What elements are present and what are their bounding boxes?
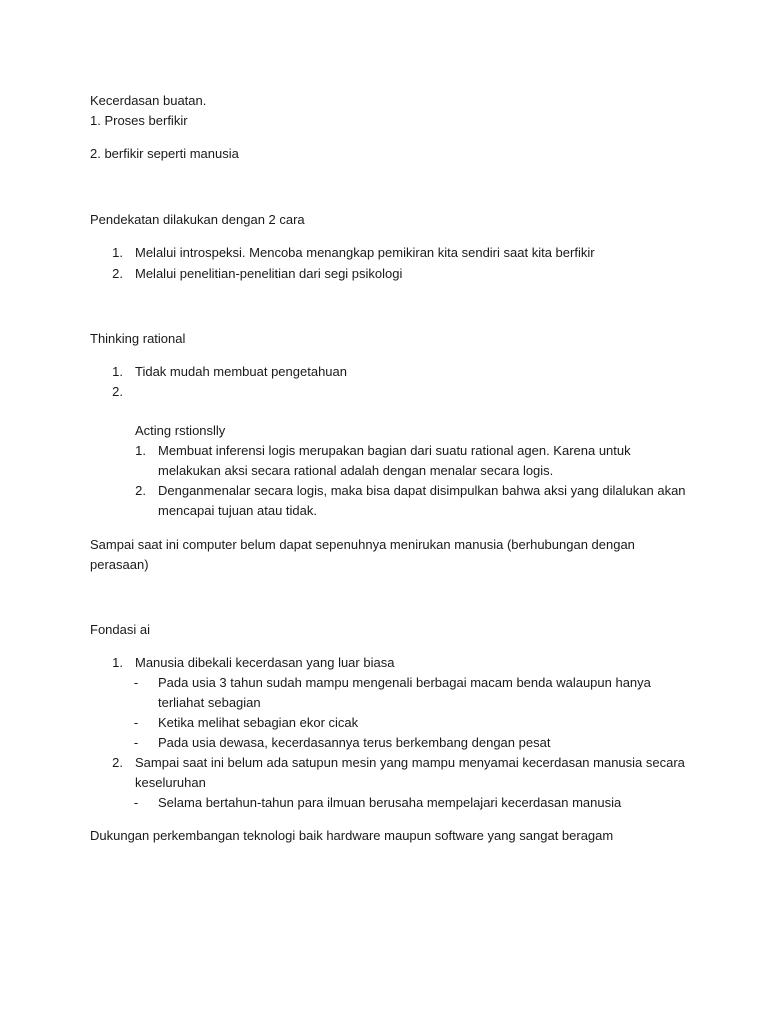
sub-item-line: Pada usia 3 tahun sudah mampu mengenali berbagai macam benda walaupun hanya <box>158 675 651 690</box>
document-heading: Kecerdasan buatan. <box>90 93 207 108</box>
list-number: 2. <box>112 755 123 770</box>
list-number: 1. <box>135 443 146 458</box>
list-item: Tidak mudah membuat pengetahuan <box>135 364 347 379</box>
list-number: 2. <box>112 266 123 281</box>
bullet-dash: - <box>133 735 139 750</box>
list-number: 1. <box>112 655 123 670</box>
list-item-line: melakukan aksi secara rational adalah dengan menalar secara logis. <box>158 463 554 478</box>
sub-item-line: Selama bertahun-tahun para ilmuan berusaha mempelajari kecerdasan manusia <box>158 795 622 810</box>
pendekatan-title: Pendekatan dilakukan dengan 2 cara <box>90 212 305 227</box>
closing-paragraph: Dukungan perkembangan teknologi baik hardware maupun software yang sangat beragam <box>90 828 614 843</box>
point-2: 2. berfikir seperti manusia <box>90 146 239 161</box>
paragraph-line: perasaan) <box>90 557 149 572</box>
list-item-line: keseluruhan <box>135 775 206 790</box>
list-item: Melalui penelitian-penelitian dari segi psikologi <box>135 266 403 281</box>
list-item: Melalui introspeksi. Mencoba menangkap pemikiran kita sendiri saat kita berfikir <box>135 245 595 260</box>
list-number: 2. <box>135 483 146 498</box>
bullet-dash: - <box>133 675 139 690</box>
bullet-dash: - <box>133 795 139 810</box>
list-number: 1. <box>112 245 123 260</box>
list-item-line: Denganmenalar secara logis, maka bisa dapat disimpulkan bahwa aksi yang dilalukan akan <box>158 483 686 498</box>
list-item-line: mencapai tujuan atau tidak. <box>158 503 317 518</box>
point-1: 1. Proses berfikir <box>90 113 188 128</box>
list-item-line: Sampai saat ini belum ada satupun mesin yang mampu menyamai kecerdasan manusia secara <box>135 755 685 770</box>
sub-item-line: terliahat sebagian <box>158 695 261 710</box>
fondasi-title: Fondasi ai <box>90 622 150 637</box>
list-item-line: Membuat inferensi logis merupakan bagian dari suatu rational agen. Karena untuk <box>158 443 631 458</box>
list-item: Manusia dibekali kecerdasan yang luar biasa <box>135 655 395 670</box>
paragraph-line: Sampai saat ini computer belum dapat sepenuhnya menirukan manusia (berhubungan dengan <box>90 537 635 552</box>
acting-title: Acting rstionslly <box>135 423 226 438</box>
sub-item-line: Ketika melihat sebagian ekor cicak <box>158 715 359 730</box>
thinking-title: Thinking rational <box>90 331 186 346</box>
list-number: 1. <box>112 364 123 379</box>
bullet-dash: - <box>133 715 139 730</box>
sub-item-line: Pada usia dewasa, kecerdasannya terus berkembang dengan pesat <box>158 735 551 750</box>
list-number: 2. <box>112 384 123 399</box>
